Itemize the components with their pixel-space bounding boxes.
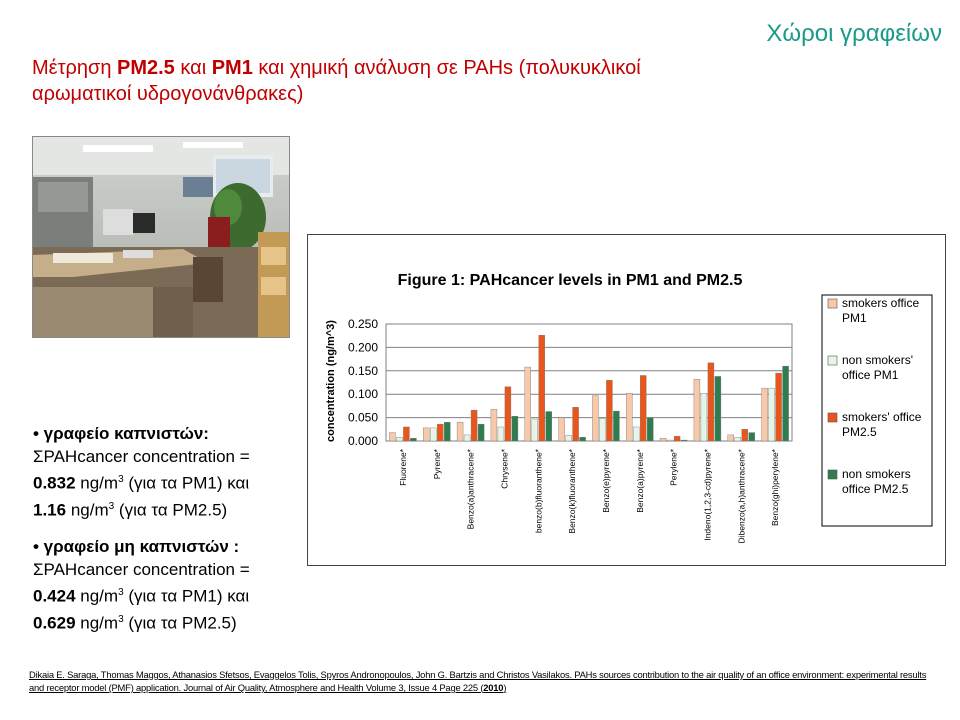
bar xyxy=(728,435,734,441)
title-bold-pm25: PM2.5 xyxy=(117,57,175,79)
bar xyxy=(423,428,429,441)
unit-exponent: 3 xyxy=(118,474,124,485)
bar xyxy=(512,416,518,441)
x-tick-label: benzo(b)fluoranthene* xyxy=(533,449,544,534)
bullet-line-pm1 xyxy=(33,468,298,495)
bullet-line-sum: ΣPAHcancer concentration = xyxy=(33,447,250,466)
bar xyxy=(471,410,477,441)
bullet-nonsmokers-office xyxy=(33,535,298,634)
bar xyxy=(464,435,470,441)
x-tick-label: Benzo(a)anthracene* xyxy=(465,449,476,530)
y-tick-label: 0.100 xyxy=(347,387,378,402)
bullet-line-pm25 xyxy=(33,495,298,522)
title-text-2: και xyxy=(174,57,212,79)
bullet-smokers-office xyxy=(33,422,298,521)
chart-title: Figure 1: PAHcancer levels in PM1 and PM2.5 xyxy=(397,272,743,289)
bar xyxy=(410,438,416,441)
summary-bullets xyxy=(33,422,298,649)
bar xyxy=(498,427,504,441)
citation-text: Dikaia E. Saraga, Thomas Maggos, Athanasios Sfetsos, Evaggelos Tolis, Spyros Andronopoulos, John G. Bartzis and Christos Vasilakos. PAHs sources contribution to the air quality of an office environment: experimental results and receptor model (PMF) application. Journal of Air Quality, Atmosphere and Health Volume 3, Issue 4 Page 225 ( xyxy=(29,669,927,693)
bar xyxy=(444,422,450,441)
y-tick-label: 0.050 xyxy=(347,410,378,425)
x-tick-label: Benzo(ghi)perylene* xyxy=(770,449,781,527)
y-tick-label: 0.150 xyxy=(347,363,378,378)
unit-text: ng/m xyxy=(66,500,109,520)
x-tick-label: Pyrene* xyxy=(431,449,442,480)
pah-bar-chart xyxy=(308,235,945,565)
bar xyxy=(613,411,619,441)
bar xyxy=(742,429,748,441)
x-tick-label: Benzo(a)pyrene* xyxy=(634,449,645,513)
section-title: Χώροι γραφείων xyxy=(766,20,942,47)
legend-swatch xyxy=(828,470,837,479)
title-text-1: Μέτρηση xyxy=(32,57,117,79)
bar xyxy=(701,393,707,441)
title-text-3: και χημική ανάλυση σε PAHs (πολυκυκλικοί αρωματικοί υδρογονάνθρακες) xyxy=(32,57,641,105)
office-photo xyxy=(32,136,290,338)
bullet-heading-smokers: • γραφείο καπνιστών: xyxy=(33,424,209,443)
value-pm1-smokers: 0.832 xyxy=(33,473,76,493)
bar xyxy=(478,424,484,441)
title-bold-pm1: PM1 xyxy=(211,57,253,79)
x-tick-label: Benzo(e)pyrene* xyxy=(600,449,611,513)
bar xyxy=(626,393,632,441)
legend-label: smokers' office PM2.5 xyxy=(842,410,922,439)
slide-title xyxy=(32,55,712,107)
bar xyxy=(532,419,538,441)
chart-container xyxy=(307,234,946,566)
legend-swatch xyxy=(828,356,837,365)
bullet-line-sum: ΣPAHcancer concentration = xyxy=(33,560,250,580)
bar xyxy=(437,424,443,441)
unit-text: ng/m xyxy=(75,473,119,493)
bar xyxy=(430,428,436,441)
bar xyxy=(580,437,586,441)
bar xyxy=(715,376,721,441)
bar xyxy=(640,375,646,441)
y-tick-label: 0.000 xyxy=(347,434,378,448)
unit-exponent: 3 xyxy=(118,587,124,599)
unit-exponent: 3 xyxy=(108,500,115,512)
unit-exponent: 3 xyxy=(118,613,124,625)
unit-tail: (για τα PM1) και xyxy=(123,473,250,493)
bar xyxy=(606,380,612,441)
value-pm25-smokers: 1.16 xyxy=(33,500,67,520)
y-tick-label: 0.250 xyxy=(347,317,378,331)
bar xyxy=(505,387,511,441)
bar xyxy=(667,440,673,441)
bar xyxy=(749,433,755,441)
x-tick-label: Perylene* xyxy=(668,449,679,486)
y-tick-label: 0.200 xyxy=(347,340,378,355)
x-tick-label: Chrysene* xyxy=(499,449,510,489)
legend-label: non smokers' office PM1 xyxy=(842,353,913,382)
bar xyxy=(735,437,741,441)
unit-text: ng/m xyxy=(75,586,119,606)
x-tick-label: Fluorene* xyxy=(397,449,408,486)
bullet-line-pm25 xyxy=(33,608,298,635)
x-tick-label: Indeno(1,2,3-cd)pyrene* xyxy=(702,449,713,541)
unit-tail: (για τα PM2.5) xyxy=(123,613,237,633)
bar xyxy=(762,388,768,441)
office-photo-illustration xyxy=(33,137,289,337)
legend-swatch xyxy=(828,299,837,308)
bar xyxy=(539,335,545,441)
bar xyxy=(674,436,680,441)
bullet-heading-nonsmokers: • γραφείο μη καπνιστών : xyxy=(33,537,240,557)
legend-label: smokers office PM1 xyxy=(842,296,920,325)
bar xyxy=(592,396,598,441)
unit-tail: (για τα PM2.5) xyxy=(114,500,228,520)
bar xyxy=(783,366,789,441)
bar xyxy=(566,435,572,441)
bar xyxy=(660,438,666,441)
bar xyxy=(776,373,782,441)
bar xyxy=(573,407,579,441)
bar xyxy=(403,427,409,441)
x-tick-label: Benzo(k)fluoranthene* xyxy=(567,449,578,534)
bar xyxy=(396,437,402,441)
unit-tail: (για τα PM1) και xyxy=(123,586,250,606)
bar xyxy=(633,427,639,441)
bar xyxy=(546,412,552,441)
bar xyxy=(694,379,700,441)
bar xyxy=(708,363,714,441)
legend-label: non smokers office PM2.5 xyxy=(842,467,911,496)
citation xyxy=(29,668,929,694)
legend-swatch xyxy=(828,413,837,422)
bar xyxy=(769,388,775,441)
bar xyxy=(599,419,605,441)
bullet-line-pm1 xyxy=(33,581,298,608)
value-pm25-nonsmokers: 0.629 xyxy=(33,613,76,633)
citation-year: 2010 xyxy=(483,682,504,693)
bar xyxy=(525,367,531,441)
bar xyxy=(681,440,687,441)
unit-text: ng/m xyxy=(75,613,119,633)
y-axis-label: concentration (ng/m^3) xyxy=(325,320,337,442)
bar xyxy=(457,422,463,441)
bar xyxy=(491,409,497,441)
x-tick-label: Dibenzo(a,h)anthracene* xyxy=(736,449,747,544)
bar xyxy=(559,418,565,441)
bar xyxy=(647,418,653,441)
value-pm1-nonsmokers: 0.424 xyxy=(33,586,76,606)
citation-close: ) xyxy=(503,682,507,693)
bar xyxy=(389,433,395,441)
